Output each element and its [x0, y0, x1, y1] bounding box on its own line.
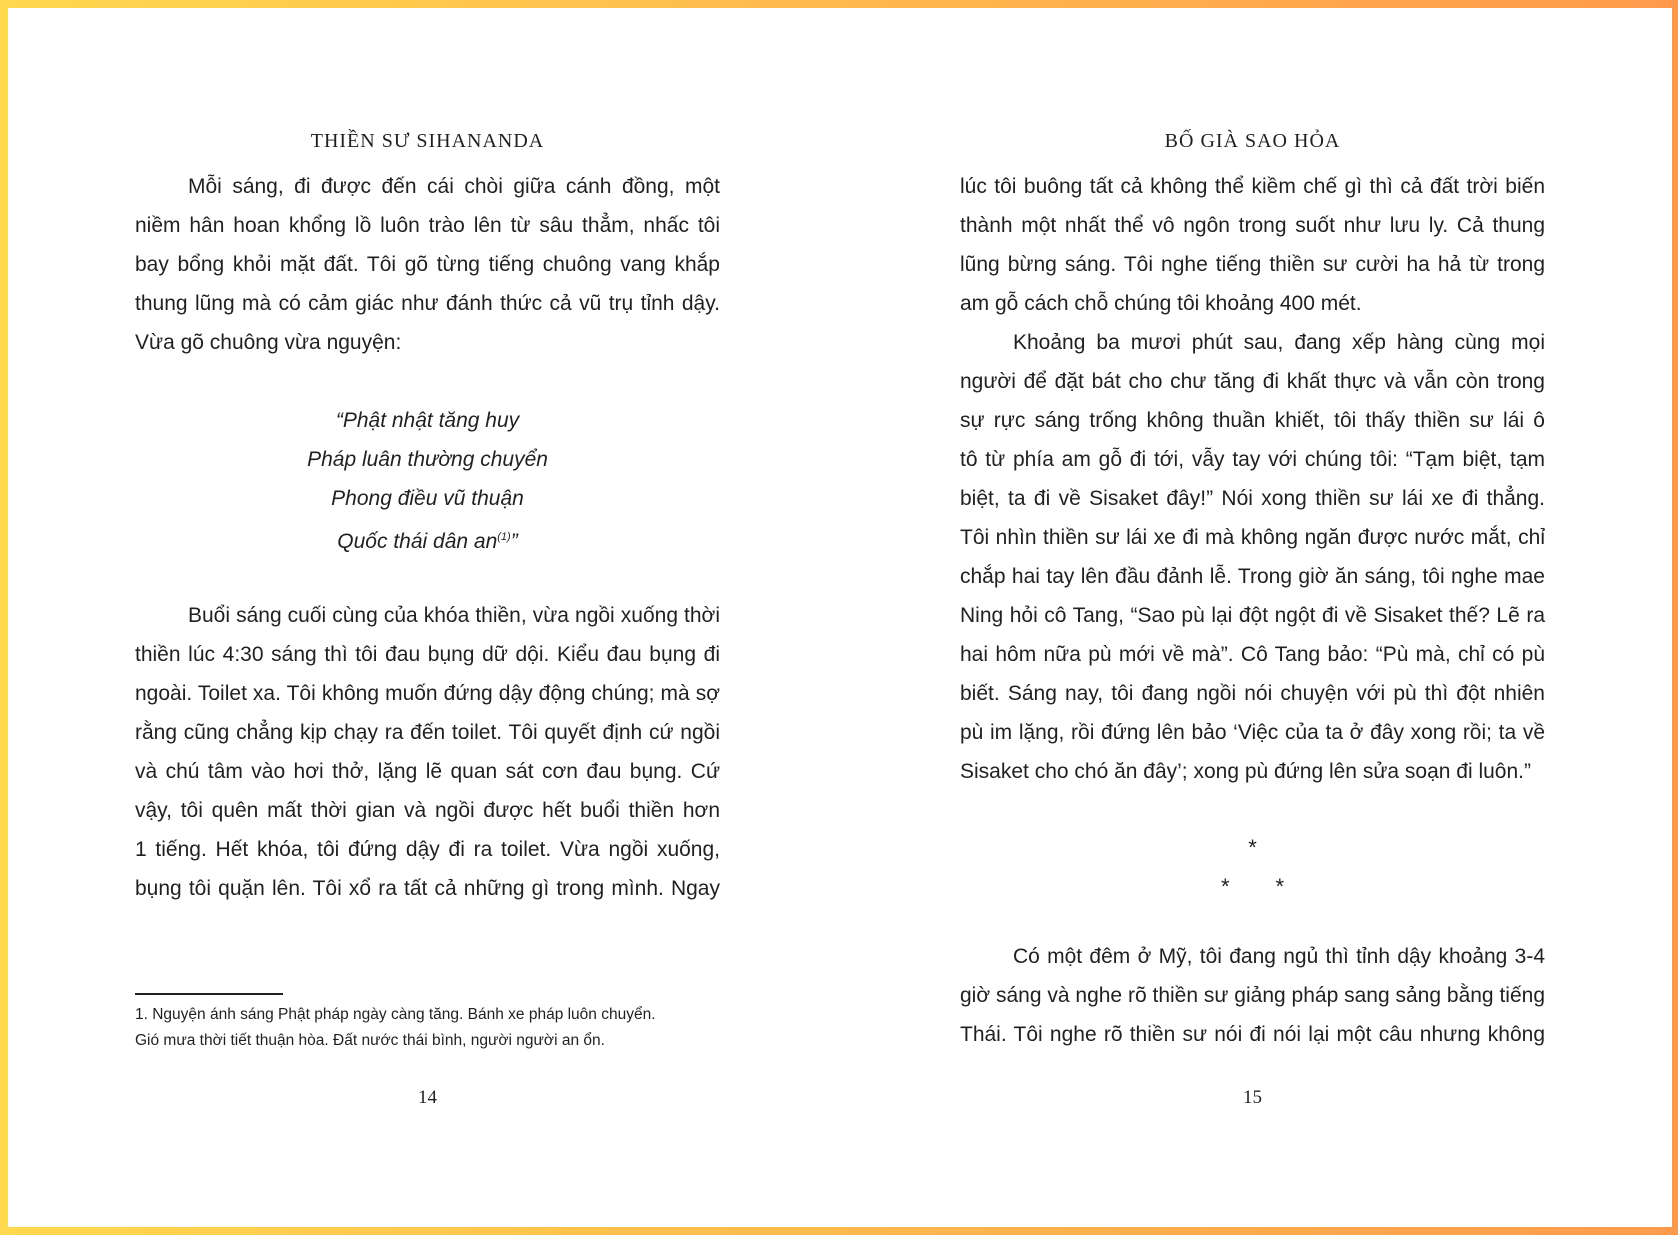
- paragraph: [960, 323, 1545, 791]
- text-line: thiền lúc 4:30 sáng thì tôi đau bụng dữ dội. Kiểu đau bụng đi: [135, 643, 720, 666]
- text-line: chắp hai tay lên đầu đảnh lễ. Trong giờ ăn sáng, tôi nghe mae: [960, 565, 1545, 588]
- footnote: [135, 1002, 720, 1054]
- text-line: 1 tiếng. Hết khóa, tôi đứng dậy đi ra toilet. Vừa ngồi xuống,: [135, 838, 720, 861]
- paragraph: [135, 596, 720, 908]
- page-number: 14: [418, 1087, 437, 1108]
- text-line: lúc tôi buông tất cả không thể kiềm chế gì thì cả đất trời biến: [960, 175, 1545, 198]
- footnote-line: 1. Nguyện ánh sáng Phật pháp ngày càng tăng. Bánh xe pháp luôn chuyển.: [135, 1006, 656, 1023]
- text-line: biết. Sáng nay, tôi đang ngồi nói chuyện với pù thì đột nhiên: [960, 682, 1545, 705]
- verse-line: Pháp luân thường chuyển: [307, 448, 548, 471]
- book-spread: [8, 8, 1672, 1227]
- text-line: niềm hân hoan khổng lồ luôn trào lên từ sâu thẳm, nhấc tôi: [135, 214, 720, 237]
- text-line: Khoảng ba mươi phút sau, đang xếp hàng cùng mọi: [1013, 331, 1545, 354]
- section-separator: [960, 828, 1545, 906]
- footnote-line: Gió mưa thời tiết thuận hòa. Đất nước thái bình, người người an ổn.: [135, 1032, 605, 1049]
- footnote-rule: [135, 993, 283, 995]
- text-line: bụng tôi quặn lên. Tôi xổ ra tất cả những gì trong mình. Ngay: [135, 877, 720, 900]
- verse-line: Phong điều vũ thuận: [331, 487, 524, 510]
- verse: [135, 401, 720, 557]
- text-line: người để đặt bát cho chư tăng đi khất thực và vẫn còn trong: [960, 370, 1545, 393]
- text-line: Ning hỏi cô Tang, “Sao pù lại đột ngột đi về Sisaket thế? Lẽ ra: [960, 604, 1545, 627]
- text-line: bay bổng khỏi mặt đất. Tôi gõ từng tiếng chuông vang khắp: [135, 253, 720, 276]
- text-line: Thái. Tôi nghe rõ thiền sư nói đi nói lại một câu nhưng không: [960, 1023, 1545, 1046]
- text-line: và chú tâm vào hơi thở, lặng lẽ quan sát cơn đau bụng. Cứ: [135, 760, 720, 783]
- paragraph: [135, 167, 720, 362]
- separator-star: *: [1275, 874, 1285, 899]
- verse-text: Quốc thái dân an: [337, 530, 498, 553]
- running-head: THIỀN SƯ SIHANANDA: [310, 130, 545, 152]
- text-line: hai hôm nữa pù mới về mà”. Cô Tang bảo: “Pù mà, chỉ có pù: [960, 643, 1545, 666]
- text-line: rằng cũng chẳng kịp chạy ra đến toilet. Tôi quyết định cứ ngồi: [135, 721, 720, 744]
- footnote-marker[interactable]: (1): [497, 531, 511, 543]
- text-line: Buổi sáng cuối cùng của khóa thiền, vừa ngồi xuống thời: [188, 604, 720, 627]
- close-quote: ”: [510, 530, 518, 553]
- verse-line: [135, 518, 720, 557]
- text-line: sự rực sáng trống không thuần khiết, tôi thấy thiền sư lái ô: [960, 409, 1545, 432]
- verse-line: “Phật nhật tăng huy: [335, 409, 520, 432]
- text-line: Mỗi sáng, đi được đến cái chòi giữa cánh đồng, một: [188, 175, 720, 198]
- text-line: pù im lặng, rồi đứng lên bảo ‘Việc của ta ở đây xong rồi; ta về: [960, 721, 1545, 744]
- separator-stars-row: [960, 867, 1545, 906]
- text-line: vậy, tôi quên mất thời gian và ngồi được hết buổi thiền hơn: [135, 799, 720, 822]
- text-line: Vừa gõ chuông vừa nguyện:: [135, 331, 402, 354]
- text-line: giờ sáng và nghe rõ thiền sư giảng pháp sang sảng bằng tiếng: [960, 984, 1545, 1007]
- text-line: thành một nhất thể vô ngôn trong suốt như lưu ly. Cả thung: [960, 214, 1545, 237]
- paragraph: [960, 167, 1545, 323]
- separator-star: *: [1220, 874, 1230, 899]
- page-number: 15: [1243, 1087, 1262, 1108]
- text-line: ngoài. Toilet xa. Tôi không muốn đứng dậy động chúng; mà sợ: [135, 682, 720, 705]
- text-line: biệt, ta đi về Sisaket đây!” Nói xong thiền sư lái xe đi thẳng.: [960, 487, 1545, 510]
- text-line: Sisaket cho chó ăn đây’; xong pù đứng lên sửa soạn đi luôn.”: [960, 760, 1531, 783]
- running-head: BỐ GIÀ SAO HỎA: [1164, 130, 1341, 152]
- text-line: thung lũng mà có cảm giác như đánh thức cả vũ trụ tỉnh dậy.: [135, 292, 720, 315]
- text-line: lũng bừng sáng. Tôi nghe tiếng thiền sư cười ha hả từ trong: [960, 253, 1545, 276]
- separator-star: *: [1248, 835, 1257, 860]
- paragraph: [960, 937, 1545, 1054]
- text-line: tô từ phía am gỗ đi tới, vẫy tay với chúng tôi: “Tạm biệt, tạm: [960, 448, 1545, 471]
- text-line: Tôi nhìn thiền sư lái xe đi mà không ngăn được nước mắt, chỉ: [960, 526, 1545, 549]
- text-line: Có một đêm ở Mỹ, tôi đang ngủ thì tỉnh dậy khoảng 3-4: [1013, 945, 1545, 968]
- text-line: am gỗ cách chỗ chúng tôi khoảng 400 mét.: [960, 292, 1362, 315]
